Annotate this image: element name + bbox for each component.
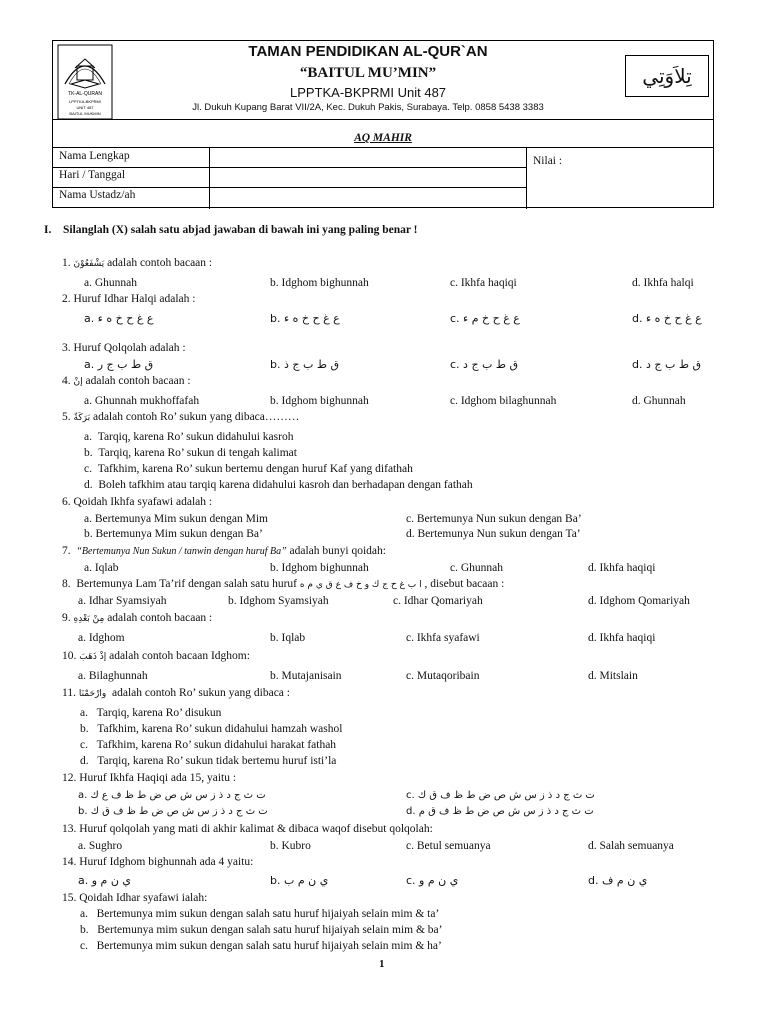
question-3: 3. Huruf Qolqolah adalah : [62,342,186,354]
option[interactable]: c. ق ط ب ج د [450,358,519,371]
option[interactable]: d. ي ن م ف [588,874,648,887]
logo-caption [53,41,54,42]
svg-text:LPPTKA-BKPRMI: LPPTKA-BKPRMI [68,99,102,104]
option[interactable]: c. Tafkhim, karena Ro’ sukun didahului harakat fathah [80,739,337,751]
option[interactable]: a. Tarqiq, karena Ro’ sukun didahului kasroh [84,431,294,443]
question-7: 7. “Bertemunya Nun Sukun / tanwin dengan huruf Ba” adalah bunyi qoidah: [62,545,386,557]
header-box [52,40,714,208]
arabic-title: تِلاَوَتِي [625,55,709,97]
option[interactable]: c. Idghom bilaghunnah [450,395,557,407]
score-label: Nilai : [533,155,563,167]
school-title: TAMAN PENDIDIKAN AL-QUR`AN [248,43,488,60]
option[interactable]: b. ي ن م ب [270,874,329,887]
teacher-label: Nama Ustadz/ah [59,189,136,201]
question-2: 2. Huruf Idhar Halqi adalah : [62,293,196,305]
option[interactable]: c. ت ث ج د ذ ز س ش ص ض ط ظ ف ق ك [406,790,595,801]
option[interactable]: d. Tarqiq, karena Ro’ sukun tidak bertemu huruf isti’la [80,755,337,767]
option[interactable]: a. Tarqiq, karena Ro’ disukun [80,707,222,719]
option[interactable]: b. Kubro [270,840,311,852]
arabic-example: إنْ [73,377,83,387]
option[interactable]: c. Betul semuanya [406,840,491,852]
question-12: 12. Huruf Ikhfa Haqiqi ada 15, yaitu : [62,772,237,784]
option[interactable]: c. Ikhfa syafawi [406,632,480,644]
option[interactable]: d. ق ط ب ج د [632,358,702,371]
option[interactable]: a. Bilaghunnah [78,670,148,682]
question-1: 1. يَشْفَعُوْنَ adalah contoh bacaan : [62,257,213,269]
question-14: 14. Huruf Idghom bighunnah ada 4 yaitu: [62,856,254,868]
question-9: 9. مِنْ بَعْدِهِ adalah contoh bacaan : [62,612,213,624]
name-field[interactable] [213,149,519,165]
option[interactable]: c. Mutaqoribain [406,670,480,682]
school-name: “BAITUL MU’MIN” [299,65,437,81]
option[interactable]: a. Ghunnah [84,277,138,289]
option[interactable]: d. Ikhfa haqiqi [588,562,656,574]
school-logo [57,44,113,120]
option[interactable]: d. Ikhfa haqiqi [588,632,656,644]
option[interactable]: b. Idghom Syamsiyah [228,595,329,607]
option[interactable]: c. Ghunnah [450,562,504,574]
question-5: 5. بَرَكَةٌ adalah contoh Ro’ sukun yang dibaca……… [62,411,300,423]
question-15: 15. Qoidah Idhar syafawi ialah: [62,892,208,904]
arabic-example: بَرَكَةٌ [73,413,91,423]
option[interactable]: a. ي ن م و [78,874,132,887]
option[interactable]: a. Bertemunya Mim sukun dengan Mim [84,513,268,525]
question-11: 11. وارْحَمْنَا adalah contoh Ro’ sukun yang dibaca : [62,687,290,699]
date-field[interactable] [213,169,519,185]
subject-title: AQ MAHIR [354,132,412,144]
option[interactable]: c. Ikhfa haqiqi [450,277,517,289]
option[interactable]: c. Bertemunya Nun sukun dengan Ba’ [406,513,582,525]
section-instruction: Silanglah (X) salah satu abjad jawaban di bawah ini yang paling benar ! [63,224,418,236]
option[interactable]: b. Bertemunya mim sukun dengan salah satu huruf hijaiyah selain mim & ba’ [80,924,443,936]
option[interactable]: b. Tafkhim, karena Ro’ sukun didahului hamzah washol [80,723,343,735]
option[interactable]: b. Mutajanisain [270,670,342,682]
option[interactable]: d. ع غ ح خ ه ء [632,312,702,325]
question-10: 10. إذْ ذَهَبَ adalah contoh bacaan Idghom: [62,650,250,662]
option[interactable]: b. Bertemunya Mim sukun dengan Ba’ [84,528,263,540]
option[interactable]: a. ت ث ج د ذ ز س ش ص ض ط ظ ف ع ك [78,790,266,801]
option[interactable]: d. Boleh tafkhim atau tarqiq karena didahului kasroh dan berhadapan dengan fathah [84,479,473,491]
option[interactable]: b. Idghom bighunnah [270,395,369,407]
option[interactable]: a. Idhar Syamsiyah [78,595,167,607]
option[interactable]: c. Idhar Qomariyah [393,595,483,607]
question-4: 4. إنْ adalah contoh bacaan : [62,375,191,387]
section-number: I. [44,224,52,236]
option[interactable]: d. Bertemunya Nun sukun dengan Ta’ [406,528,581,540]
option[interactable]: d. ت ث ج د ذ ز س ش ص ض ط ظ ف ق م [406,806,594,817]
option[interactable]: a. Iqlab [84,562,119,574]
option[interactable]: c. Bertemunya mim sukun dengan salah satu huruf hijaiyah selain mim & ha’ [80,940,442,952]
option[interactable]: b. Iqlab [270,632,306,644]
school-unit: LPPTKA-BKPRMI Unit 487 [289,85,447,100]
question-8: 8. Bertemunya Lam Ta’rif dengan salah satu huruf ا ب غ ح ج ك و خ ف ع ق ي م ه , disebut bacaan : [62,578,505,590]
score-field[interactable] [583,151,703,171]
arabic-example: إذْ ذَهَبَ [79,652,107,662]
option[interactable]: b. Idghom bighunnah [270,277,369,289]
option[interactable]: b. ع غ ح خ ه ء [270,312,340,325]
option[interactable]: b. ت ث ج د ذ ز س ش ص ض ط ظ ف ق ك [78,806,268,817]
option[interactable]: d. Ghunnah [632,395,686,407]
option[interactable]: a. ع غ ح خ ه ء [84,312,154,325]
option[interactable]: b. Idghom bighunnah [270,562,369,574]
svg-text:BAITUL MUKMIN: BAITUL MUKMIN [69,111,101,116]
option[interactable]: a. Idghom [78,632,125,644]
svg-text:TK-AL-QURAN: TK-AL-QURAN [68,91,102,97]
option[interactable]: b. ق ط ب ج ذ [270,358,340,371]
name-label: Nama Lengkap [59,150,130,162]
option[interactable]: d. Mitslain [588,670,638,682]
arabic-example: يَشْفَعُوْنَ [73,259,105,269]
option[interactable]: b. Tarqiq, karena Ro’ sukun di tengah kalimat [84,447,297,459]
option[interactable]: a. ق ط ب ج ر [84,358,154,371]
arabic-example: وارْحَمْنَا [78,689,107,699]
question-6: 6. Qoidah Ikhfa syafawi adalah : [62,496,213,508]
option[interactable]: a. Bertemunya mim sukun dengan salah satu huruf hijaiyah selain mim & ta’ [80,908,440,920]
teacher-field[interactable] [213,189,519,205]
question-13: 13. Huruf qolqolah yang mati di akhir kalimat & dibaca waqof disebut qolqolah: [62,823,433,835]
option[interactable]: c. ي ن م و [406,874,459,887]
option[interactable]: a. Ghunnah mukhoffafah [84,395,200,407]
arabic-letters: ا ب غ ح ج ك و خ ف ع ق ي م ه [299,580,422,590]
arabic-example: مِنْ بَعْدِهِ [73,614,105,624]
option[interactable]: a. Sughro [78,840,123,852]
option[interactable]: d. Idghom Qomariyah [588,595,690,607]
school-address: Jl. Dukuh Kupang Barat VII/2A, Kec. Dukuh Pakis, Surabaya. Telp. 0858 5438 3383 [192,102,544,113]
option[interactable]: d. Salah semuanya [588,840,674,852]
page-number: 1 [379,958,385,970]
option[interactable]: c. Tafkhim, karena Ro’ sukun bertemu dengan huruf Kaf yang difathah [84,463,413,475]
svg-text:UNIT 487: UNIT 487 [76,105,94,110]
option[interactable]: d. Ikhfa halqi [632,277,694,289]
option[interactable]: c. ع غ ح خ م ء [450,312,520,325]
date-label: Hari / Tanggal [59,169,126,181]
